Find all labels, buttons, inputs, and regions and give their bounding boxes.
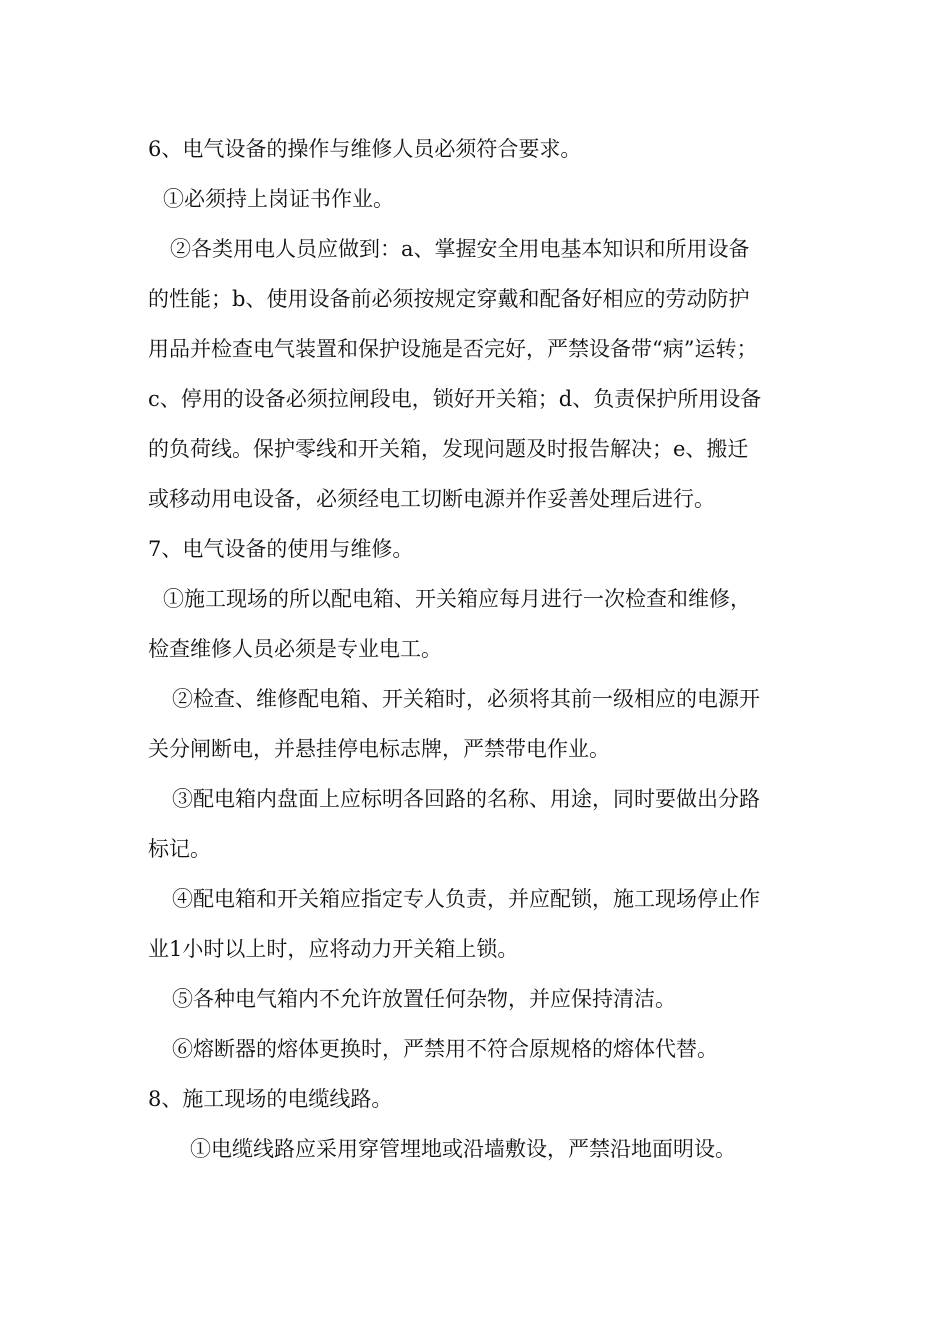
section-6-item-2-line-1: ②各类用电人员应做到：a、掌握安全用电基本知识和所用设备	[170, 237, 750, 261]
section-7-item-2-line-2: 关分闸断电，并悬挂停电标志牌，严禁带电作业。	[148, 737, 610, 761]
section-8-heading: 8、施工现场的电缆线路。	[148, 1087, 393, 1111]
section-6-item-2-line-2: 的性能；b、使用设备前必须按规定穿戴和配备好相应的劳动防护	[148, 287, 750, 311]
section-6-item-2-line-5: 的负荷线。保护零线和开关箱，发现问题及时报告解决；e、搬迁	[148, 437, 749, 461]
section-7-item-4-line-2: 业1小时以上时，应将动力开关箱上锁。	[148, 937, 519, 961]
section-7-item-1-line-2: 检查维修人员必须是专业电工。	[148, 637, 442, 661]
section-7-item-2-line-1: ②检查、维修配电箱、开关箱时，必须将其前一级相应的电源开	[172, 687, 760, 711]
section-6-item-1: ①必须持上岗证书作业。	[163, 187, 394, 211]
section-8-item-1: ①电缆线路应采用穿管埋地或沿墙敷设，严禁沿地面明设。	[190, 1137, 736, 1161]
section-7-item-4-line-1: ④配电箱和开关箱应指定专人负责，并应配锁，施工现场停止作	[172, 887, 760, 911]
section-7-item-5: ⑤各种电气箱内不允许放置任何杂物，并应保持清洁。	[172, 987, 676, 1011]
section-7-item-3-line-2: 标记。	[148, 837, 211, 861]
section-7-item-6: ⑥熔断器的熔体更换时，严禁用不符合原规格的熔体代替。	[172, 1037, 718, 1061]
section-6-item-2-line-3: 用品并检查电气装置和保护设施是否完好，严禁设备带“病”运转；	[148, 337, 758, 361]
section-6-item-2-line-4: c、停用的设备必须拉闸段电，锁好开关箱；d、负责保护所用设备	[148, 387, 762, 411]
section-7-heading: 7、电气设备的使用与维修。	[148, 537, 414, 561]
section-7-item-1-line-1: ①施工现场的所以配电箱、开关箱应每月进行一次检查和维修，	[163, 587, 751, 611]
section-7-item-3-line-1: ③配电箱内盘面上应标明各回路的名称、用途，同时要做出分路	[172, 787, 760, 811]
section-6-item-2-line-6: 或移动用电设备，必须经电工切断电源并作妥善处理后进行。	[148, 487, 715, 511]
section-6-heading: 6、电气设备的操作与维修人员必须符合要求。	[148, 137, 582, 161]
